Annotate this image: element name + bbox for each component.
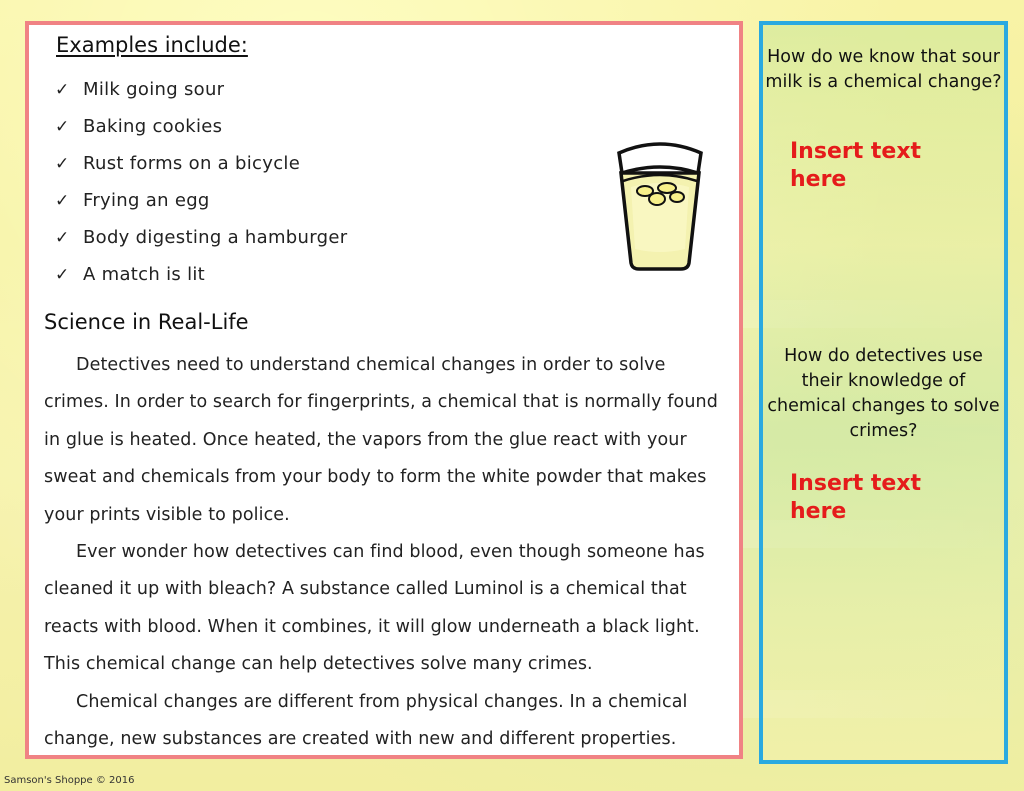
glass-of-sour-milk-icon [615, 139, 705, 275]
list-item: ✓ Body digesting a hamburger [55, 227, 348, 248]
article-paragraph: Chemical changes are different from physical changes. In a chemical change, new substances are created with new and different properties. [44, 691, 688, 750]
questions-panel [759, 21, 1008, 764]
check-icon: ✓ [55, 190, 70, 211]
list-item: ✓ Baking cookies [55, 116, 223, 137]
article-paragraph: Ever wonder how detectives can find blood, even though someone has cleaned it up with bleach? A substance called Luminol is a chemical that reacts with blood. When it combines, it will glow underneath a black light. This chemical change can help detectives solve many crimes. [44, 542, 705, 675]
list-item: ✓ Rust forms on a bicycle [55, 153, 301, 174]
answer-1-text-box[interactable]: Insert text here [790, 139, 922, 192]
reading-card [25, 21, 743, 759]
check-icon: ✓ [55, 153, 70, 174]
article-body [44, 347, 734, 758]
list-item: ✓ Milk going sour [55, 79, 225, 100]
article-paragraph: Detectives need to understand chemical changes in order to solve crimes. In order to search for fingerprints, a chemical that is normally found in glue is heated. Once heated, the vapors from the glue react with your sweat and chemicals from your body to form the white powder that makes your prints visible to police. [44, 355, 718, 525]
examples-heading: Examples include: [56, 33, 248, 57]
answer-2-text-box[interactable]: Insert text here [790, 471, 922, 524]
question-1: How do we know that sour milk is a chemical change? [765, 47, 1002, 92]
list-item: ✓ Frying an egg [55, 190, 210, 211]
check-icon: ✓ [55, 79, 70, 100]
check-icon: ✓ [55, 264, 70, 285]
question-2: How do detectives use their knowledge of chemical changes to solve crimes? [767, 346, 1000, 441]
list-item: ✓ A match is lit [55, 264, 206, 285]
check-icon: ✓ [55, 227, 70, 248]
copyright-footer: Samson's Shoppe © 2016 [4, 775, 135, 786]
examples-list [55, 71, 347, 293]
science-heading: Science in Real-Life [44, 310, 249, 334]
check-icon: ✓ [55, 116, 70, 137]
